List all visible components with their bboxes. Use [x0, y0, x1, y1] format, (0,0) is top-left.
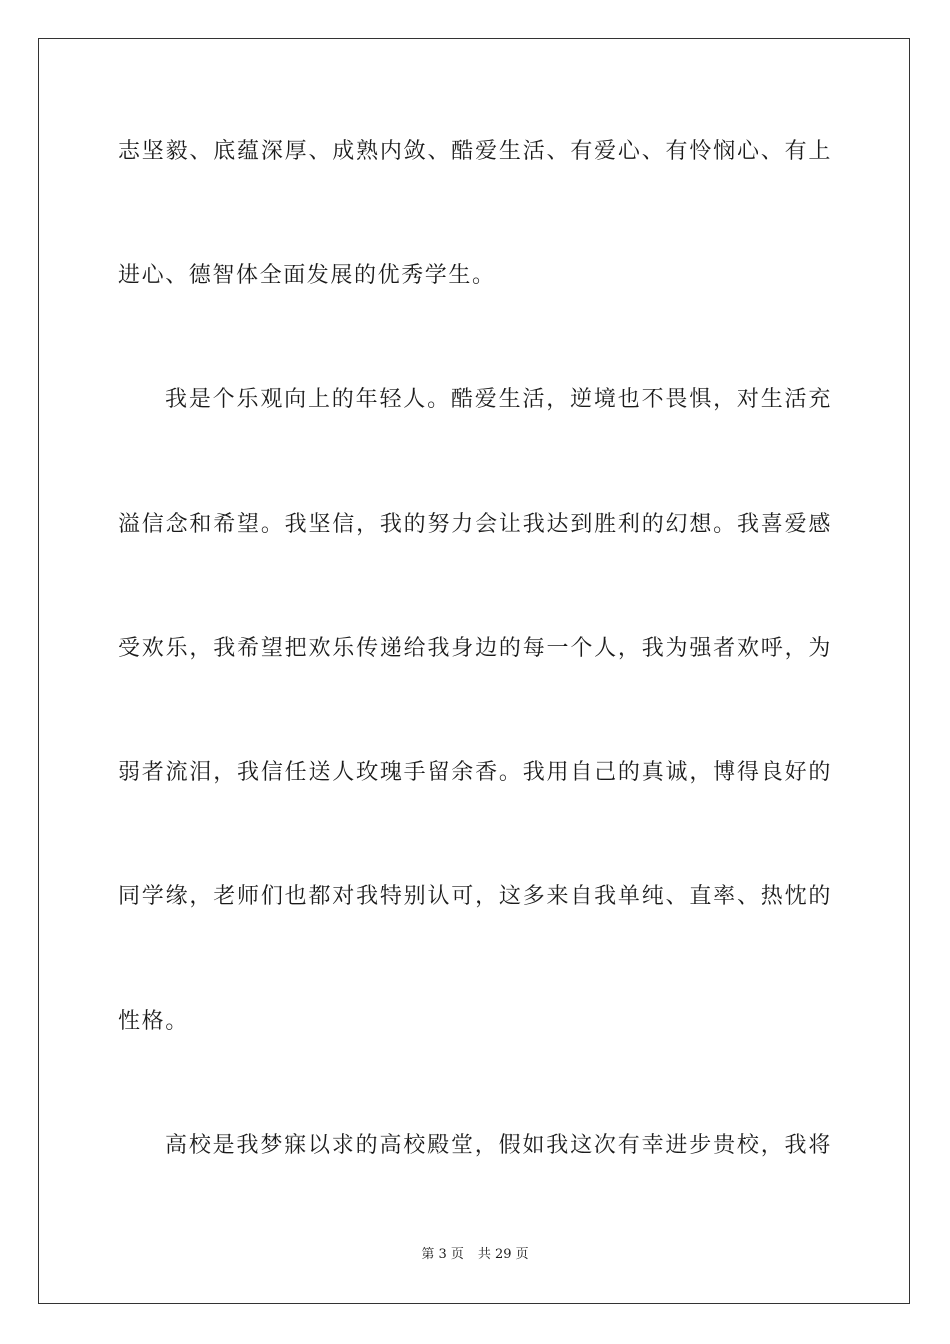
text-line: 弱者流泪，我信任送人玫瑰手留余香。我用自己的真诚，博得良好的: [118, 760, 832, 785]
page-footer: [0, 1246, 950, 1264]
text-line: 进心、德智体全面发展的优秀学生。: [118, 263, 496, 288]
text-line: 受欢乐，我希望把欢乐传递给我身边的每一个人，我为强者欢呼，为: [118, 636, 832, 661]
page-frame: [38, 38, 910, 1304]
text-line: 溢信念和希望。我坚信，我的努力会让我达到胜利的幻想。我喜爱感: [118, 512, 832, 537]
total-pages: 共 29 页: [477, 1247, 529, 1262]
text-line: 同学缘，老师们也都对我特别认可，这多来自我单纯、直率、热忱的: [118, 884, 832, 909]
paragraph-first-line: 高校是我梦寐以求的高校殿堂，假如我这次有幸进步贵校，我将: [165, 1133, 832, 1158]
page-number: 第 3 页: [421, 1247, 464, 1262]
text-line: 志坚毅、底蕴深厚、成熟内敛、酷爱生活、有爱心、有怜悯心、有上: [118, 139, 832, 164]
paragraph-first-line: 我是个乐观向上的年轻人。酷爱生活，逆境也不畏惧，对生活充: [165, 387, 832, 412]
text-line: 性格。: [118, 1009, 189, 1034]
